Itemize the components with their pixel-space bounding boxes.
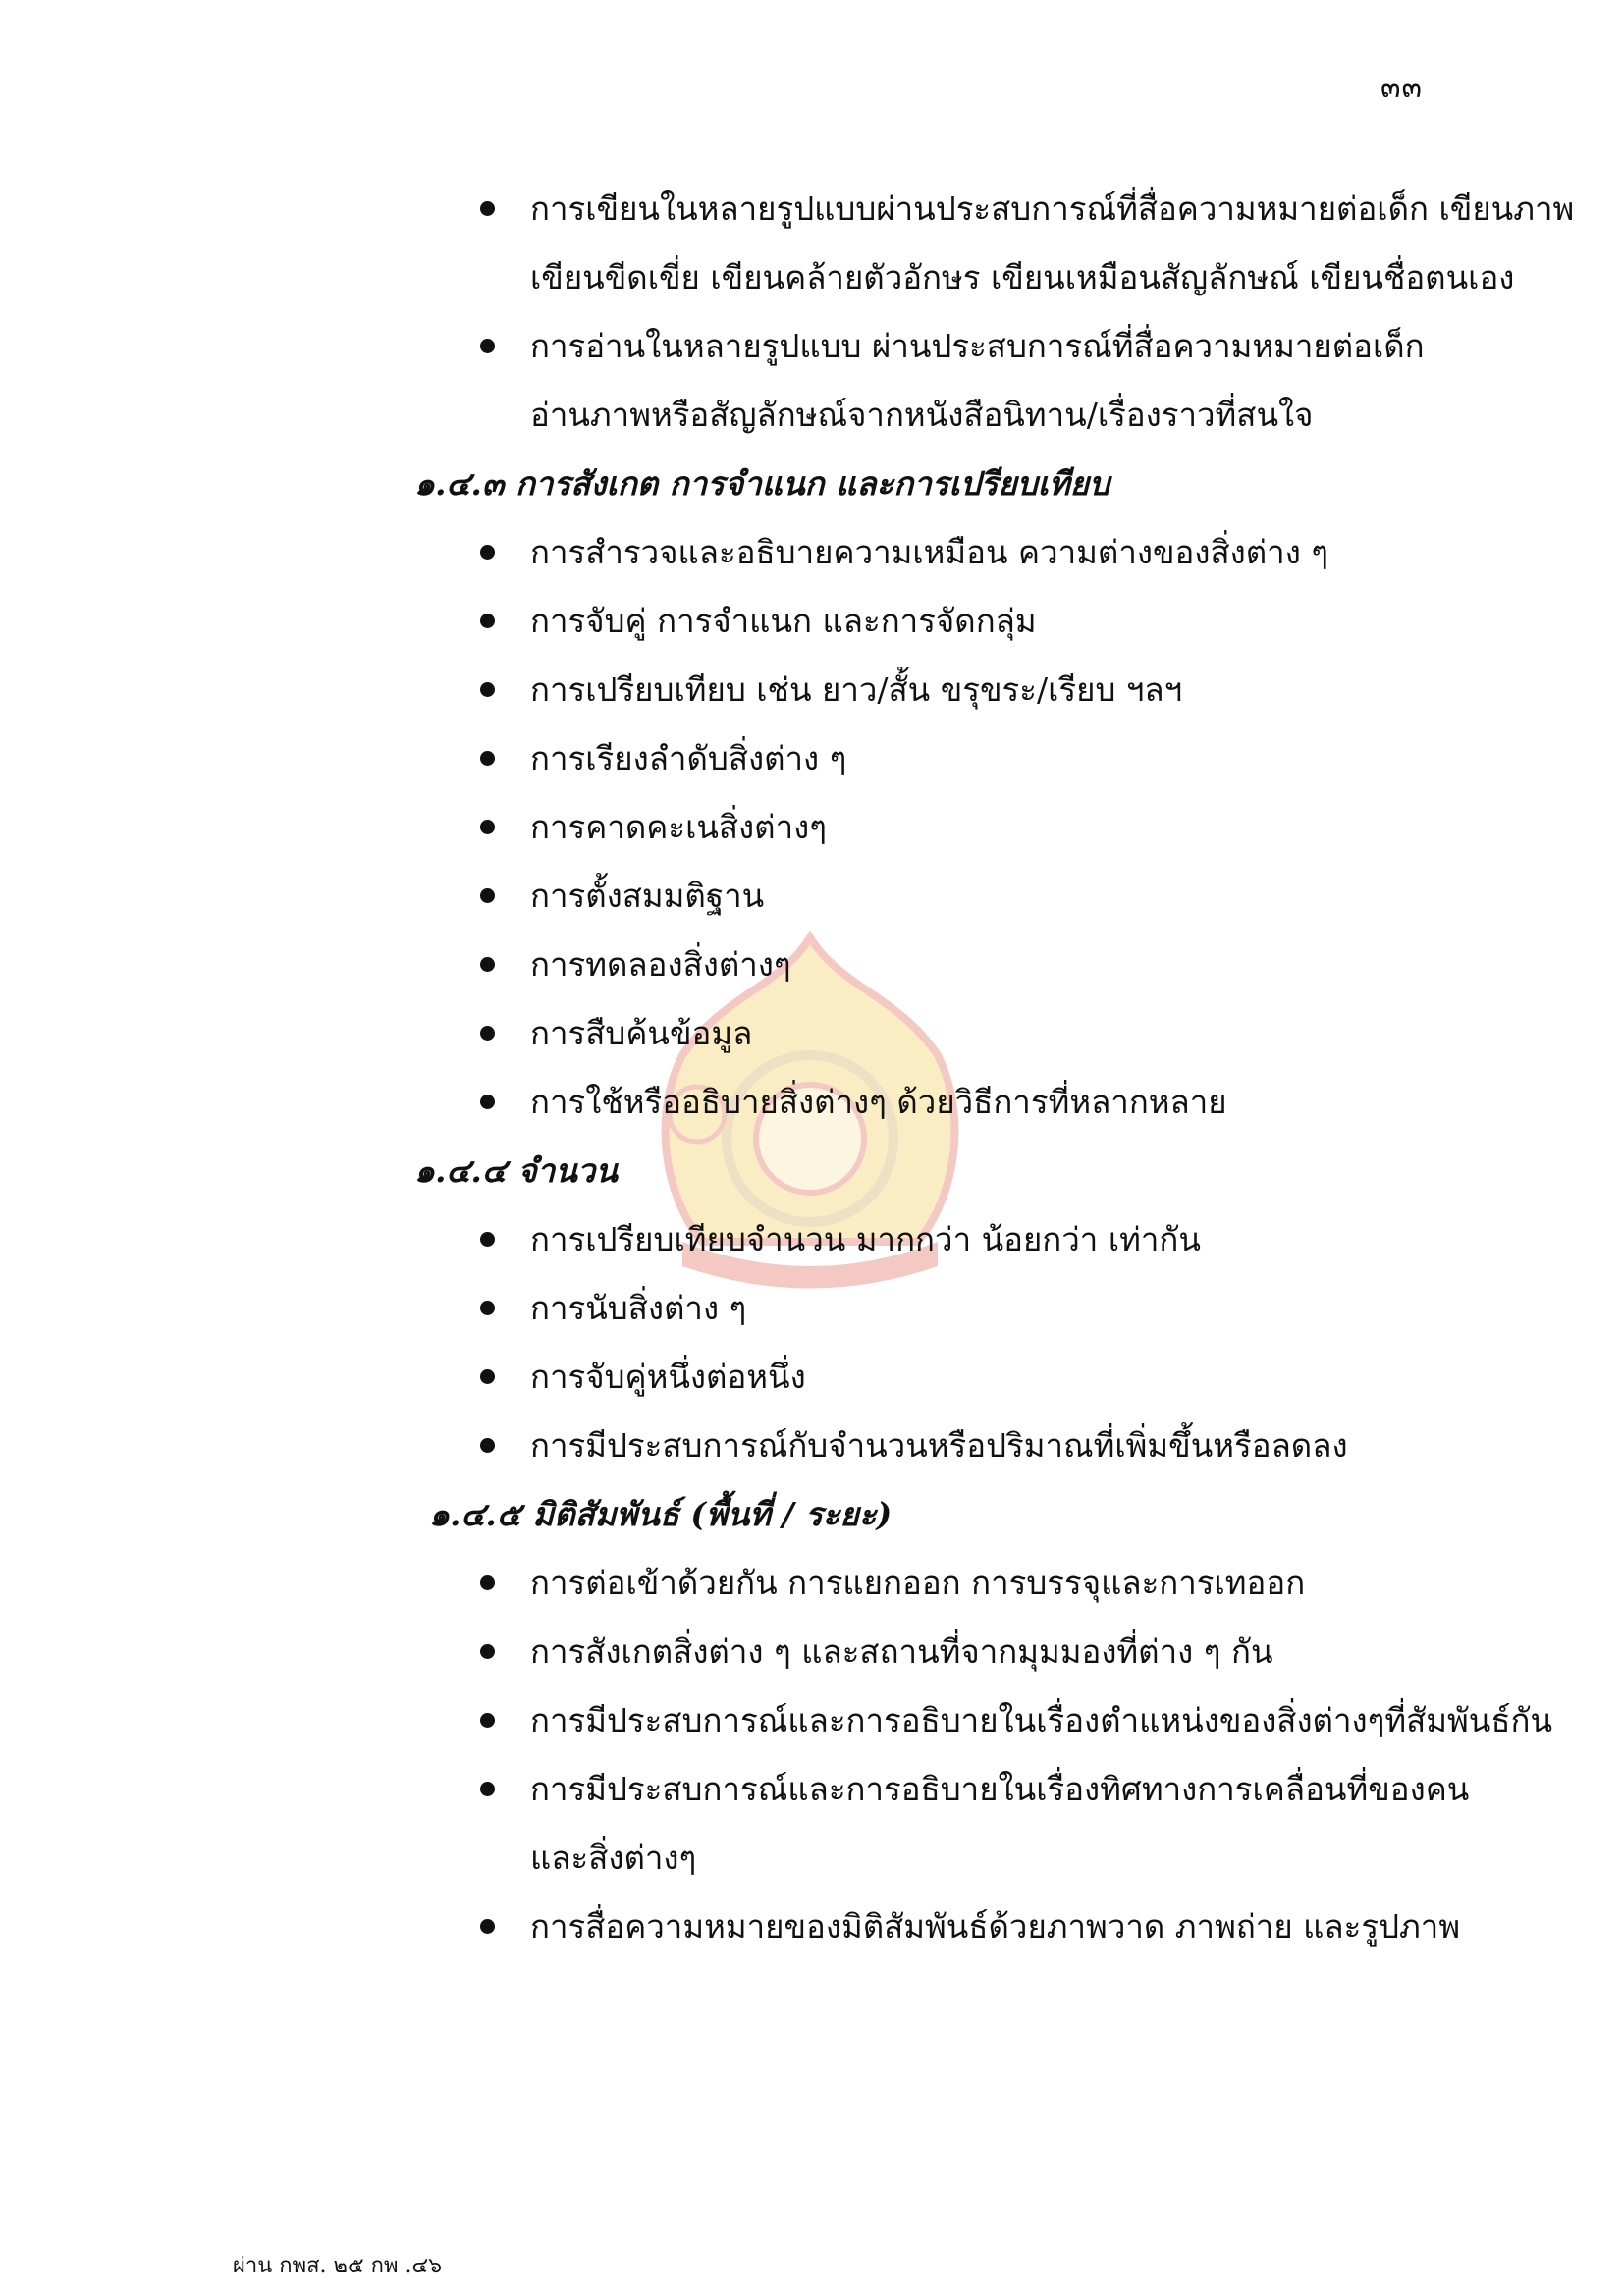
list-item-text: การจับคู่ การจำแนก และการจัดกลุ่ม [530,602,1037,640]
bullet-icon [480,1301,495,1315]
bullet-icon [480,614,495,628]
list-item [414,999,1543,1068]
bullet-icon [480,1232,495,1247]
section-heading: ๑.๔.๕ มิติสัมพันธ์ (พื้นที่ / ระยะ) [429,1495,893,1533]
list-item [414,1549,1543,1618]
list-item [414,1274,1543,1343]
list-item-text: การนับสิ่งต่าง ๆ [530,1289,747,1327]
list-item [414,724,1543,793]
list-item-text: การเปรียบเทียบ เช่น ยาว/สั้น ขรุขระ/เรียบ ฯลฯ [530,670,1183,709]
document-body [414,175,1575,1961]
list-item [414,1412,1543,1480]
list-item-text: การอ่านในหลายรูปแบบ ผ่านประสบการณ์ที่สื่อความหมายต่อเด็ก [530,327,1425,365]
section-heading: ๑.๔.๔ จำนวน [414,1151,618,1190]
list-item [414,656,1543,724]
bullet-icon [480,1919,495,1934]
bullet-icon [480,820,495,834]
list-item-text: การเขียนในหลายรูปแบบผ่านประสบการณ์ที่สื่อความหมายต่อเด็ก เขียนภาพ [530,189,1575,228]
section-heading: ๑.๔.๓ การสังเกต การจำแนก และการเปรียบเทียบ [414,464,1110,503]
bullet-icon [480,957,495,972]
list-item-text: การมีประสบการณ์กับจำนวนหรือปริมาณที่เพิ่มขึ้นหรือลดลง [530,1426,1348,1465]
bullet-icon [480,751,495,766]
bullet-icon [480,1438,495,1453]
bullet-icon [480,1575,495,1590]
list-item [414,587,1543,656]
list-item-text: การมีประสบการณ์และการอธิบายในเรื่องทิศทางการเคลื่อนที่ของคน [530,1770,1470,1808]
list-item [414,518,1543,587]
list-item-text: การตั้งสมมติฐาน [530,877,765,915]
list-item [414,1068,1543,1137]
bullet-icon [480,1095,495,1109]
bullet-icon [480,1644,495,1659]
list-item [414,1686,1552,1755]
list-item-text: การต่อเข้าด้วยกัน การแยกออก การบรรจุและการเทออก [530,1564,1306,1602]
bullet-icon [480,1713,495,1728]
list-item [414,793,1543,862]
list-item [414,1343,1543,1412]
list-item-text: การใช้หรืออธิบายสิ่งต่างๆ ด้วยวิธีการที่หลากหลาย [530,1083,1227,1121]
footer-note: ผ่าน กพส. ๒๕ กพ .๔๖ [233,2254,443,2278]
bullet-icon [480,545,495,560]
list-item [414,1893,1543,1961]
list-item-text: การจับคู่หนึ่งต่อหนึ่ง [530,1358,806,1396]
list-item-text: การสำรวจและอธิบายความเหมือน ความต่างของสิ่งต่าง ๆ [530,533,1329,571]
list-item [414,175,1575,312]
list-item-text: การสังเกตสิ่งต่าง ๆ และสถานที่จากมุมมองที่ต่าง ๆ กัน [530,1632,1273,1671]
list-item-text: การสืบค้นข้อมูล [530,1014,753,1052]
list-item-text: เขียนขีดเขี่ย เขียนคล้ายตัวอักษร เขียนเหมือนสัญลักษณ์ เขียนชื่อตนเอง [530,258,1515,296]
list-item-text: และสิ่งต่างๆ [530,1839,697,1877]
list-item [414,931,1543,999]
list-item-text: อ่านภาพหรือสัญลักษณ์จากหนังสือนิทาน/เรื่องราวที่สนใจ [530,396,1314,434]
bullet-icon [480,1369,495,1384]
bullet-icon [480,682,495,697]
page-number: ๓๓ [1380,71,1424,105]
list-item-text: การเรียงลำดับสิ่งต่าง ๆ [530,739,847,777]
bullet-icon [480,1026,495,1041]
bullet-icon [480,1782,495,1796]
list-item-text: การมีประสบการณ์และการอธิบายในเรื่องตำแหน่งของสิ่งต่างๆที่สัมพันธ์กัน [530,1701,1552,1739]
list-item [414,312,1543,450]
bullet-icon [480,888,495,903]
list-item-text: การคาดคะเนสิ่งต่างๆ [530,808,827,846]
list-item-text: การทดลองสิ่งต่างๆ [530,945,791,984]
list-item-text: การเปรียบเทียบจำนวน มากกว่า น้อยกว่า เท่ากัน [530,1220,1201,1258]
list-item-text: การสื่อความหมายของมิติสัมพันธ์ด้วยภาพวาด ภาพถ่าย และรูปภาพ [530,1907,1461,1946]
list-item [414,1205,1543,1274]
list-item [414,862,1543,931]
bullet-icon [480,339,495,353]
list-item [414,1618,1543,1686]
list-item [414,1755,1543,1893]
bullet-icon [480,201,495,216]
